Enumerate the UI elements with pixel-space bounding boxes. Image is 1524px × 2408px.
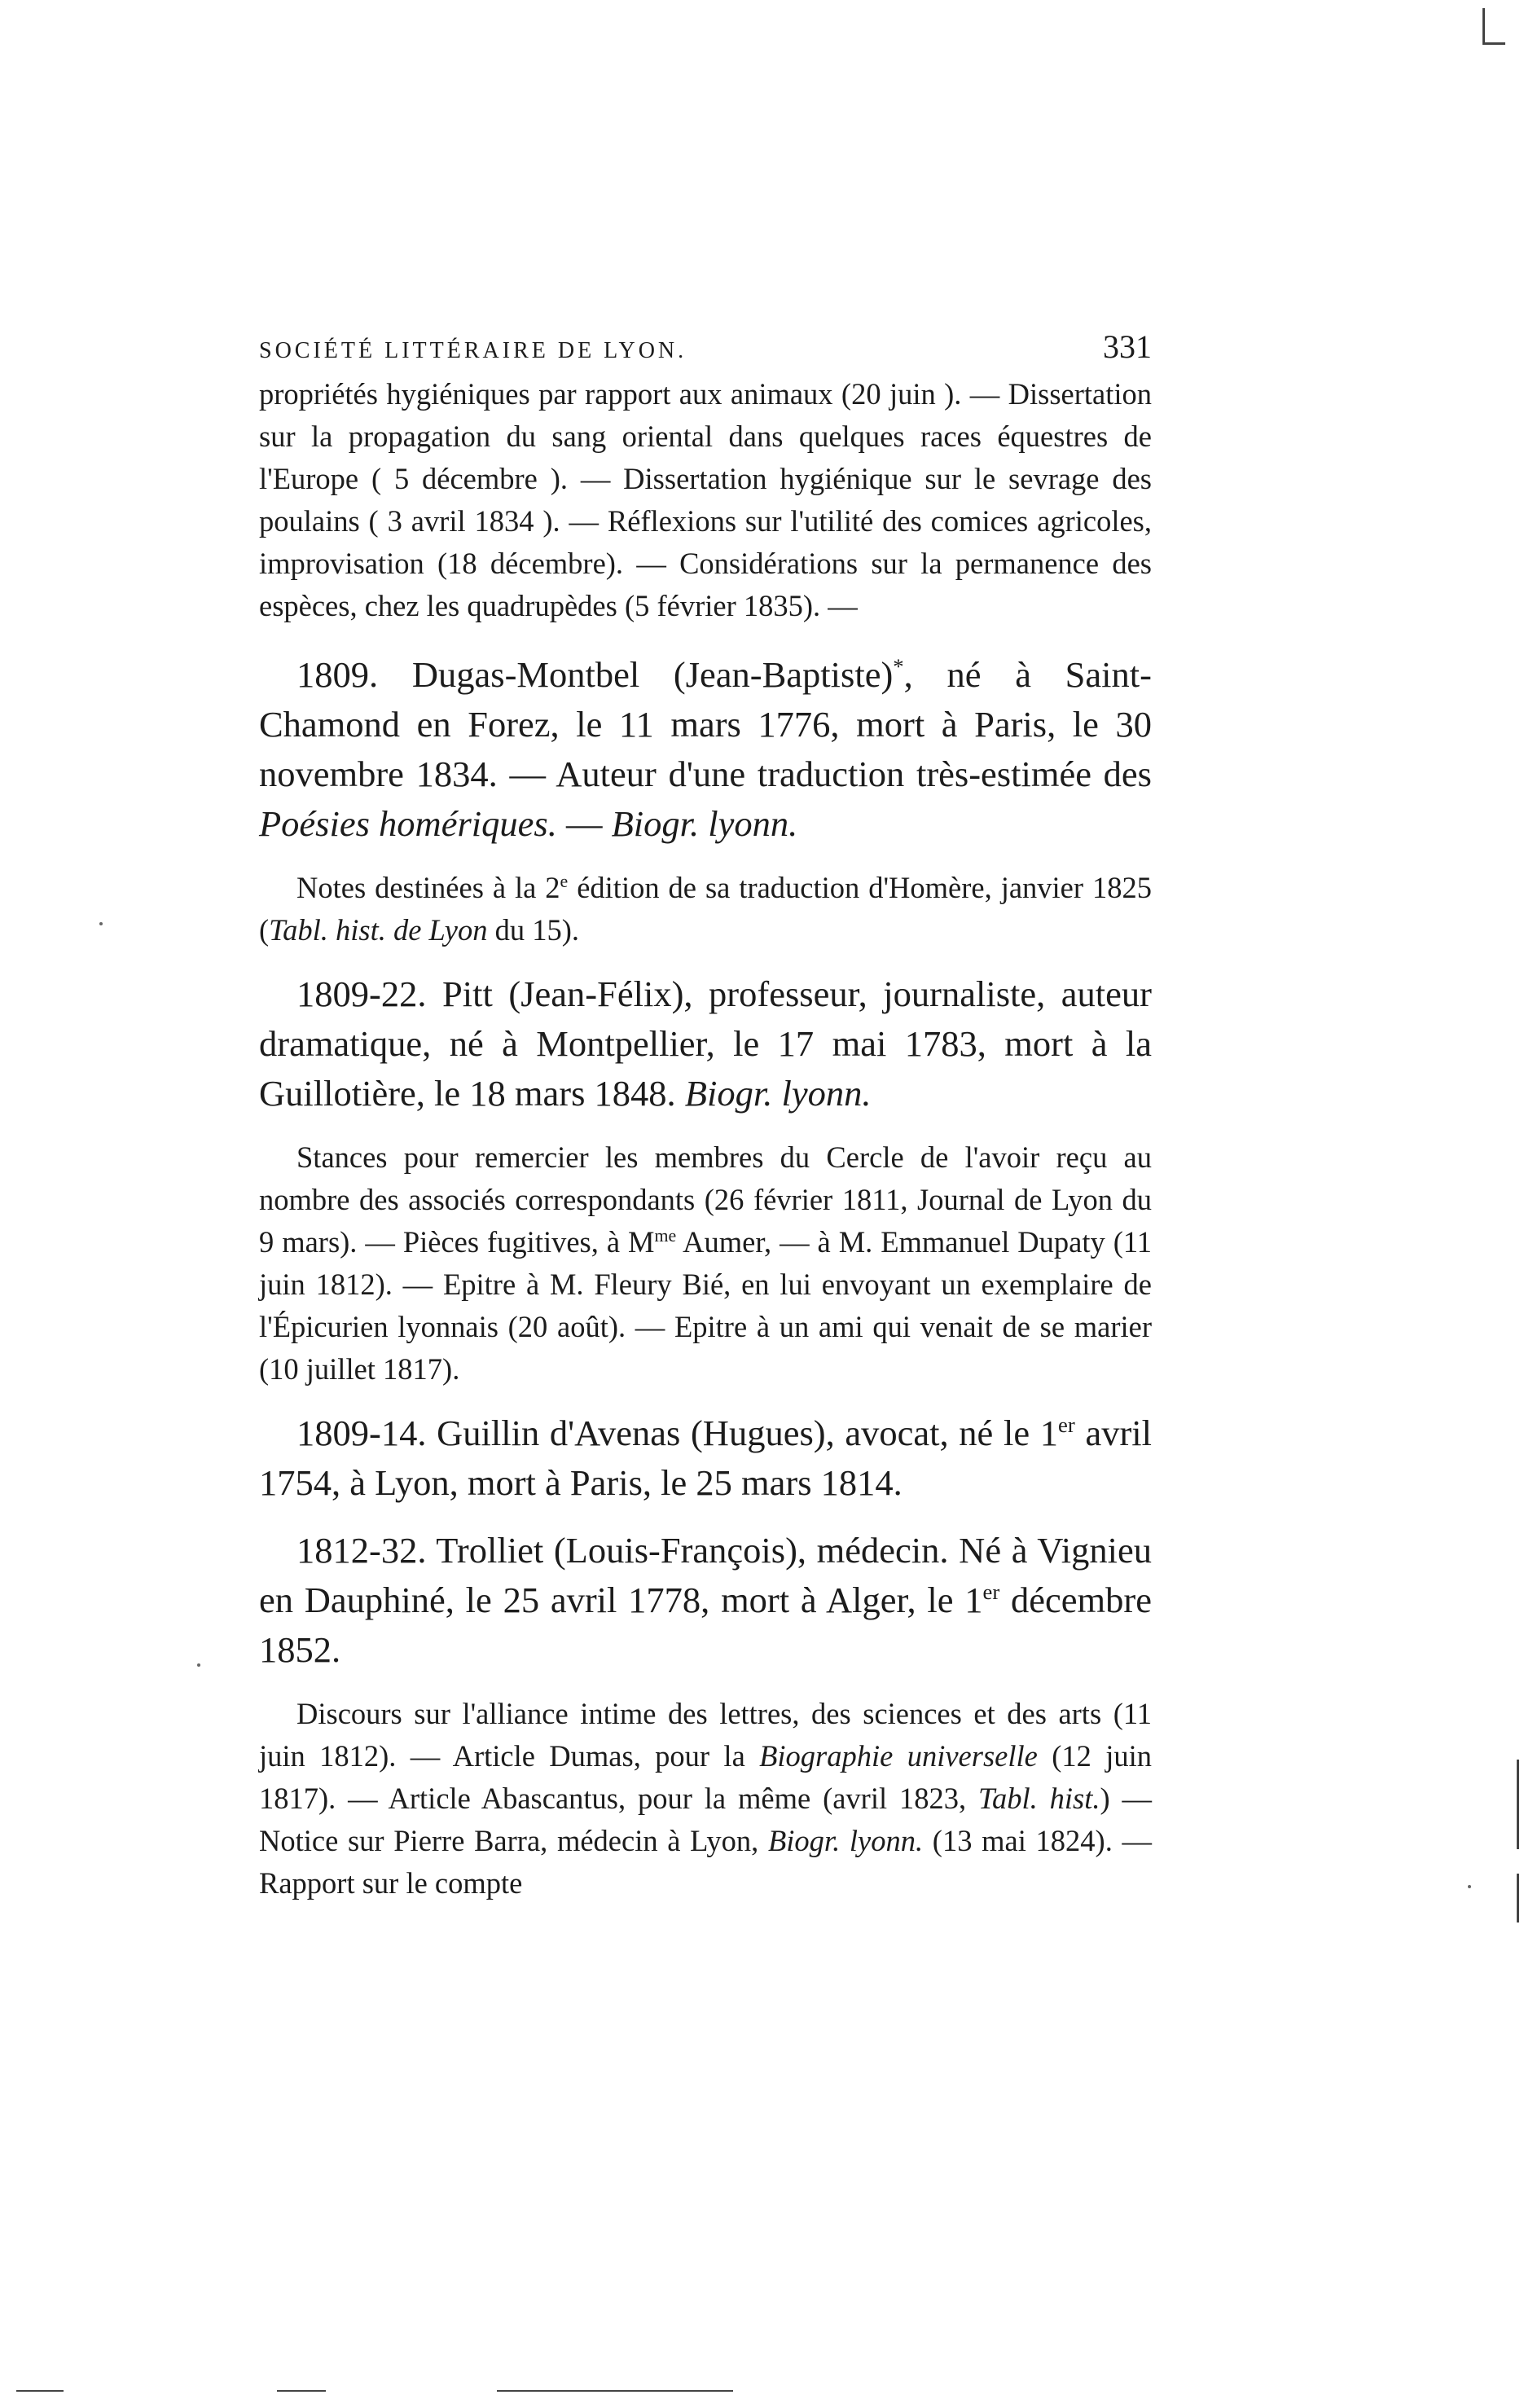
entry-text: — bbox=[556, 803, 612, 844]
scan-edge-mark bbox=[1517, 1760, 1519, 1849]
scan-bottom-line bbox=[16, 2390, 64, 2392]
works-trolliet bbox=[259, 1693, 1152, 1905]
running-title: SOCIÉTÉ LITTÉRAIRE DE LYON. bbox=[259, 338, 687, 363]
works-italic: Biogr. lyonn. bbox=[767, 1824, 924, 1857]
works-pitt bbox=[259, 1136, 1152, 1391]
entry-guillin bbox=[259, 1408, 1152, 1508]
entry-source: Biogr. lyonn. bbox=[611, 803, 798, 844]
works-dugas-montbel bbox=[259, 867, 1152, 951]
scan-corner-mark bbox=[1482, 8, 1485, 44]
works-text: Notes destinées à la 2 bbox=[296, 871, 560, 904]
works-text: ) — Notice sur Pierre Barra, médecin à Lyon, bbox=[259, 1782, 1153, 1857]
works-text: (12 juin 1817). — Article Abascantus, pour la même (avril 1823, bbox=[259, 1739, 1152, 1815]
works-italic: Tabl. hist. de Lyon bbox=[269, 913, 488, 947]
entry-year: 1809-22. bbox=[296, 973, 427, 1014]
page-header bbox=[259, 327, 1152, 366]
entry-name: Dugas-Montbel (Jean-Baptiste) bbox=[411, 654, 894, 695]
entry-year: 1809-14. bbox=[296, 1413, 427, 1453]
scan-speck bbox=[1468, 1885, 1471, 1888]
entry-source: Biogr. lyonn. bbox=[684, 1073, 872, 1114]
entry-year: 1812-32. bbox=[296, 1530, 427, 1571]
entry-text: , né à Saint-Chamond en Forez, le 11 mars 1776, mort à Paris, le 30 novembre 1834. — Auteur d'une traduction très-estimée des bbox=[259, 654, 1152, 794]
works-text: édition de sa traduction d'Homère, janvier 1825 ( bbox=[259, 871, 1152, 947]
entry-title: Poésies homériques. bbox=[259, 803, 557, 844]
works-text: Stances pour remercier les membres du Cercle de l'avoir reçu au nombre des associés correspondants (26 février 1811, Journal de Lyon du 9 mars). — Pièces fugitives, à M bbox=[259, 1140, 1152, 1259]
entry-text: décembre 1852. bbox=[259, 1580, 1152, 1670]
page-body bbox=[259, 373, 1152, 1905]
entry-pitt bbox=[259, 969, 1152, 1118]
entry-text: Guillin d'Avenas (Hugues), avocat, né le 1 bbox=[426, 1413, 1059, 1453]
entry-mark: * bbox=[893, 654, 904, 679]
entry-year: 1809. bbox=[296, 654, 379, 695]
works-text: Aumer, — à M. Emmanuel Dupaty (11 juin 1812). — Epitre à M. Fleury Bié, en lui envoyant un exemplaire de l'Épicurien lyonnais (20 août). — Epitre à un ami qui venait de se marier (10 juillet 1817). bbox=[259, 1225, 1152, 1386]
entry-sup: er bbox=[982, 1580, 1000, 1605]
works-text: du 15). bbox=[487, 913, 580, 947]
entry-sup: er bbox=[1058, 1413, 1075, 1438]
entry-text: Trolliet (Louis-François), médecin. Né à Vignieu en Dauphiné, le 25 avril 1778, mort à Alger, le 1 bbox=[259, 1530, 1152, 1620]
page-number: 331 bbox=[1103, 328, 1152, 365]
entry-text: avril 1754, à Lyon, mort à Paris, le 25 mars 1814. bbox=[259, 1413, 1152, 1503]
scan-speck bbox=[197, 1663, 200, 1667]
entry-text: Pitt (Jean-Félix), professeur, journaliste, auteur dramatique, né à Montpellier, le 17 mai 1783, mort à la Guillotière, le 18 mars 1848. bbox=[259, 973, 1152, 1114]
scan-bottom-line bbox=[277, 2390, 326, 2392]
works-sup: e bbox=[560, 870, 569, 891]
scan-speck bbox=[99, 922, 103, 925]
scan-edge-mark bbox=[1517, 1874, 1519, 1922]
works-italic: Biographie universelle bbox=[759, 1739, 1038, 1773]
works-text: (13 mai 1824). — Rapport sur le compte bbox=[259, 1824, 1152, 1900]
works-italic: Tabl. hist. bbox=[978, 1782, 1100, 1815]
continuation-paragraph bbox=[259, 373, 1152, 627]
scan-corner-mark bbox=[1482, 42, 1505, 45]
entry-trolliet bbox=[259, 1526, 1152, 1675]
works-text: Discours sur l'alliance intime des lettres, des sciences et des arts (11 juin 1812). — Article Dumas, pour la bbox=[259, 1697, 1152, 1773]
entry-dugas-montbel bbox=[259, 650, 1152, 849]
scan-bottom-line bbox=[497, 2390, 733, 2392]
works-sup: me bbox=[654, 1224, 677, 1246]
continuation-text: propriétés hygiéniques par rapport aux animaux (20 juin ). — Dissertation sur la propagation du sang oriental dans quelques races équestres de l'Europe ( 5 décembre ). — Dissertation hygiénique sur le sevrage des poulains ( 3 avril 1834 ). — Réflexions sur l'utilité des comices agricoles, improvisation (18 décembre). — Considérations sur la permanence des espèces, chez les quadrupèdes (5 février 1835). — bbox=[259, 377, 1152, 622]
